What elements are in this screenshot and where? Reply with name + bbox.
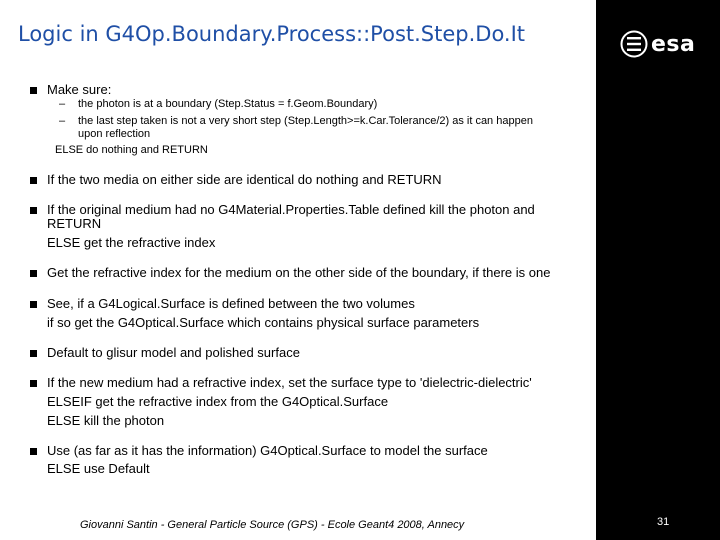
bullet-marker	[30, 207, 37, 214]
bullet-marker	[30, 177, 37, 184]
make-sure-item-2: the last step taken is not a very short step (Step.Length>=k.Car.Tolerance/2) as it can happen	[78, 115, 533, 127]
make-sure-heading: Make sure:	[47, 82, 112, 97]
make-sure-else: ELSE do nothing and RETURN	[55, 144, 208, 156]
bullet-6-line-3: ELSE kill the photon	[47, 413, 165, 428]
make-sure-item-1: the photon is at a boundary (Step.Status = f.Geom.Boundary)	[78, 98, 378, 110]
page-number: 31	[657, 516, 670, 528]
bullet-7-line-1: Use (as far as it has the information) G4Optical.Surface to model the surface	[47, 443, 488, 458]
bullet-2-line-1: If the original medium had no G4Material.Properties.Table defined kill the photon and	[47, 202, 535, 217]
bullet-marker	[30, 350, 37, 357]
dash-marker: –	[59, 98, 66, 110]
bullet-6-line-2: ELSEIF get the refractive index from the G4Optical.Surface	[47, 394, 389, 409]
bullet-6-line-1: If the new medium had a refractive index, set the surface type to 'dielectric-dielectric'	[47, 375, 532, 390]
bullet-4-line-1: See, if a G4Logical.Surface is defined between the two volumes	[47, 296, 415, 311]
bullet-marker	[30, 87, 37, 94]
bullet-4-line-2: if so get the G4Optical.Surface which contains physical surface parameters	[47, 315, 480, 330]
bullet-5-line-1: Default to glisur model and polished surface	[47, 345, 300, 360]
bullet-2-line-2: RETURN	[47, 216, 102, 231]
esa-logo-text: esa	[651, 31, 696, 57]
bullet-marker	[30, 380, 37, 387]
bullet-1-line-1: If the two media on either side are identical do nothing and RETURN	[47, 172, 442, 187]
bullet-3-line-1: Get the refractive index for the medium on the other side of the boundary, if there is one	[47, 265, 551, 280]
bullet-marker	[30, 448, 37, 455]
make-sure-item-2-continuation: upon reflection	[78, 128, 151, 140]
slide-title: Logic in G4Op.Boundary.Process::Post.Step.Do.It	[18, 22, 526, 46]
esa-logo	[620, 28, 695, 60]
bullet-2-line-3: ELSE get the refractive index	[47, 235, 216, 250]
bullet-7-line-2: ELSE use Default	[47, 461, 150, 476]
dash-marker: –	[59, 115, 66, 127]
slide-footer: Giovanni Santin - General Particle Source (GPS) - Ecole Geant4 2008, Annecy	[80, 519, 465, 531]
esa-logo-mark-icon	[620, 30, 648, 58]
bullet-marker	[30, 301, 37, 308]
sidebar-panel	[596, 0, 720, 540]
bullet-marker	[30, 270, 37, 277]
